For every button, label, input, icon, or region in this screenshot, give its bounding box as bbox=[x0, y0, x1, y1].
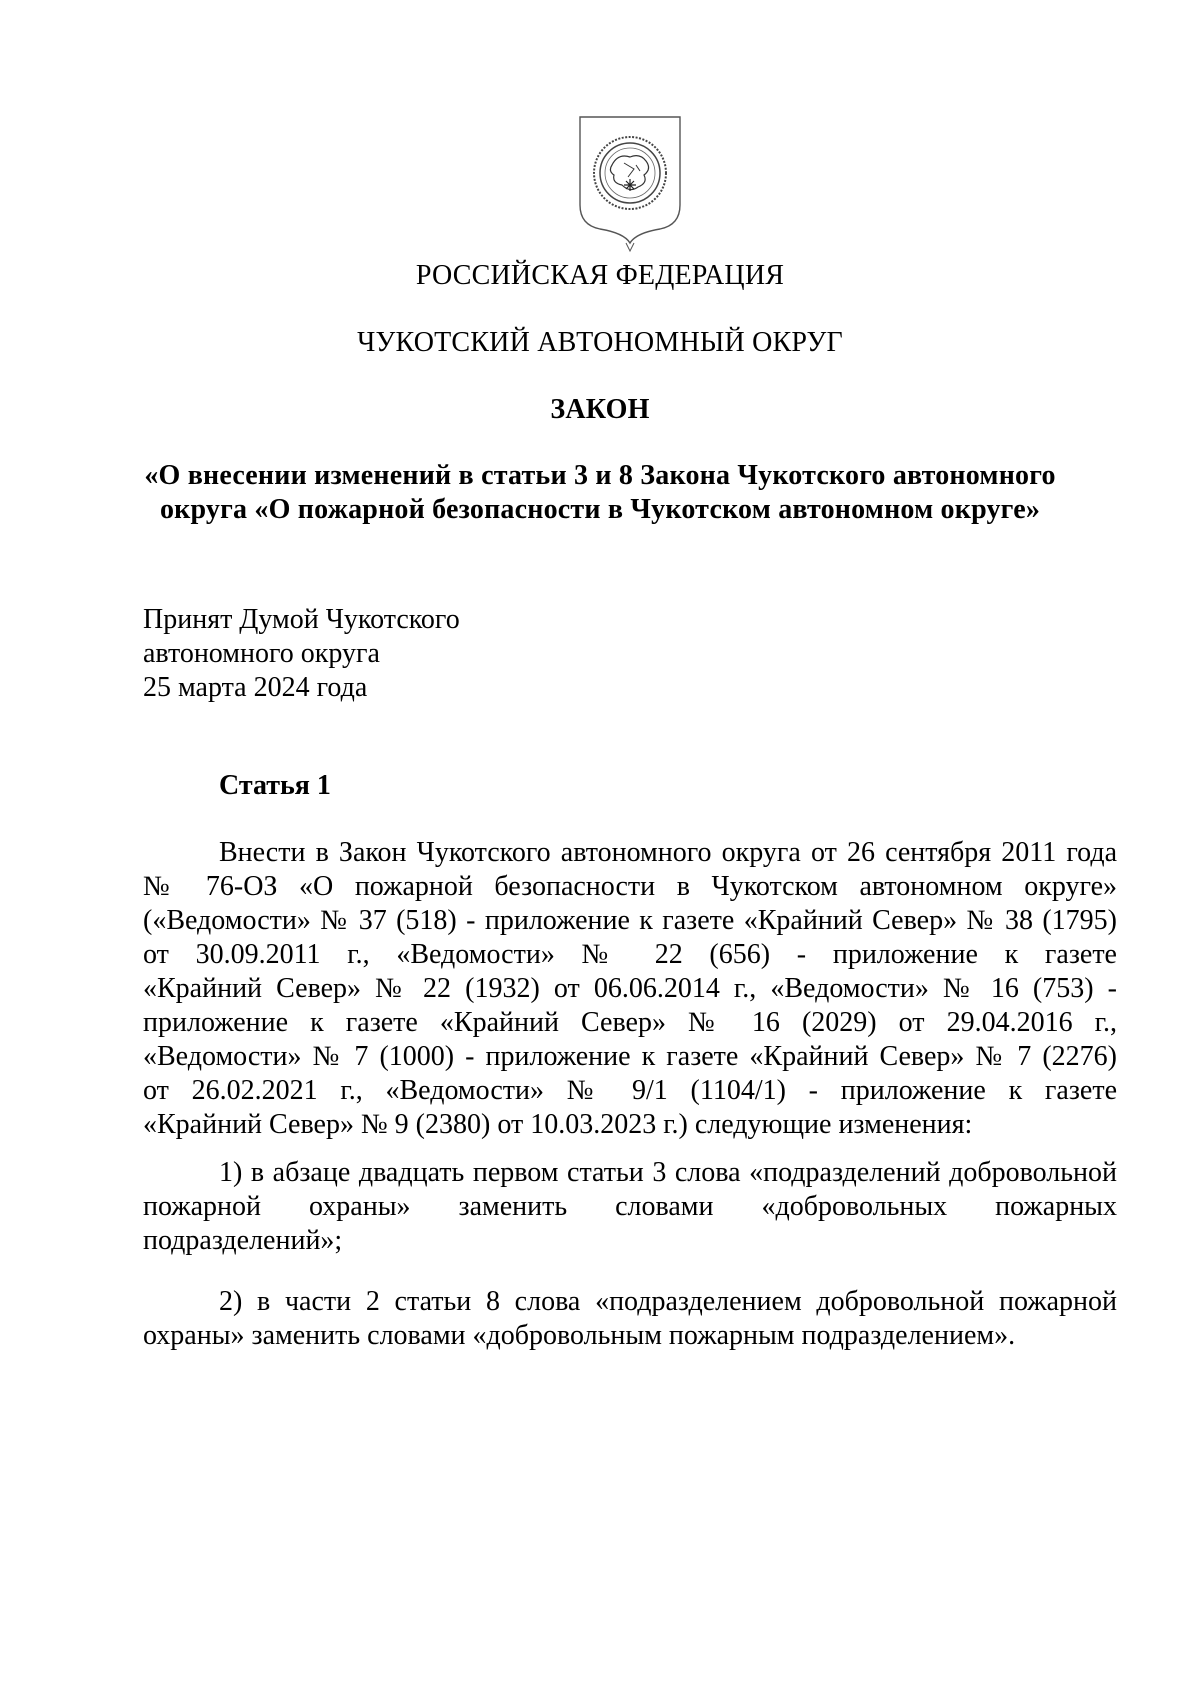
article-title: Статья 1 bbox=[219, 770, 331, 801]
paragraph-line: от 30.09.2011 г., «Ведомости» № 22 (656) - приложение к газете bbox=[143, 939, 1117, 970]
amendment-item-2 bbox=[143, 1285, 1117, 1353]
paragraph-line: «Крайний Север» № 22 (1932) от 06.06.2014 г., «Ведомости» № 16 (753) - bbox=[143, 973, 1117, 1004]
paragraph-line: подразделений»; bbox=[143, 1225, 343, 1256]
paragraph-line: Внести в Закон Чукотского автономного округа от 26 сентября 2011 года bbox=[219, 837, 1117, 868]
document-type-heading: ЗАКОН bbox=[550, 394, 650, 425]
adoption-line-2: автономного округа bbox=[143, 638, 380, 669]
paragraph-line: 1) в абзаце двадцать первом статьи 3 слова «подразделений добровольной bbox=[219, 1157, 1117, 1188]
country-heading: РОССИЙСКАЯ ФЕДЕРАЦИЯ bbox=[415, 260, 785, 291]
coat-of-arms-emblem bbox=[574, 113, 686, 255]
paragraph-line: охраны» заменить словами «добровольным пожарным подразделением». bbox=[143, 1320, 1016, 1351]
paragraph-line: от 26.02.2021 г., «Ведомости» № 9/1 (1104/1) - приложение к газете bbox=[143, 1075, 1117, 1106]
adoption-line-1: Принят Думой Чукотского bbox=[143, 604, 460, 635]
paragraph-line: 2) в части 2 статьи 8 слова «подразделением добровольной пожарной bbox=[219, 1286, 1117, 1317]
adoption-date: 25 марта 2024 года bbox=[143, 672, 368, 703]
paragraph-line: («Ведомости» № 37 (518) - приложение к газете «Крайний Север» № 38 (1795) bbox=[143, 905, 1117, 936]
region-heading: ЧУКОТСКИЙ АВТОНОМНЫЙ ОКРУГ bbox=[357, 327, 843, 358]
paragraph-line: № 76-ОЗ «О пожарной безопасности в Чукотском автономном округе» bbox=[143, 871, 1117, 902]
adoption-block bbox=[143, 603, 460, 705]
article-intro-paragraph bbox=[143, 836, 1117, 1142]
paragraph-line: «Крайний Север» № 9 (2380) от 10.03.2023 г.) следующие изменения: bbox=[143, 1109, 973, 1140]
law-title-line-2: округа «О пожарной безопасности в Чукотском автономном округе» bbox=[159, 494, 1041, 525]
paragraph-line: приложение к газете «Крайний Север» № 16 (2029) от 29.04.2016 г., bbox=[143, 1007, 1117, 1038]
law-title-line-1: «О внесении изменений в статьи 3 и 8 Закона Чукотского автономного bbox=[144, 460, 1056, 491]
amendment-item-1 bbox=[143, 1156, 1117, 1258]
paragraph-line: пожарной охраны» заменить словами «добровольных пожарных bbox=[143, 1191, 1117, 1222]
paragraph-line: «Ведомости» № 7 (1000) - приложение к газете «Крайний Север» № 7 (2276) bbox=[143, 1041, 1117, 1072]
